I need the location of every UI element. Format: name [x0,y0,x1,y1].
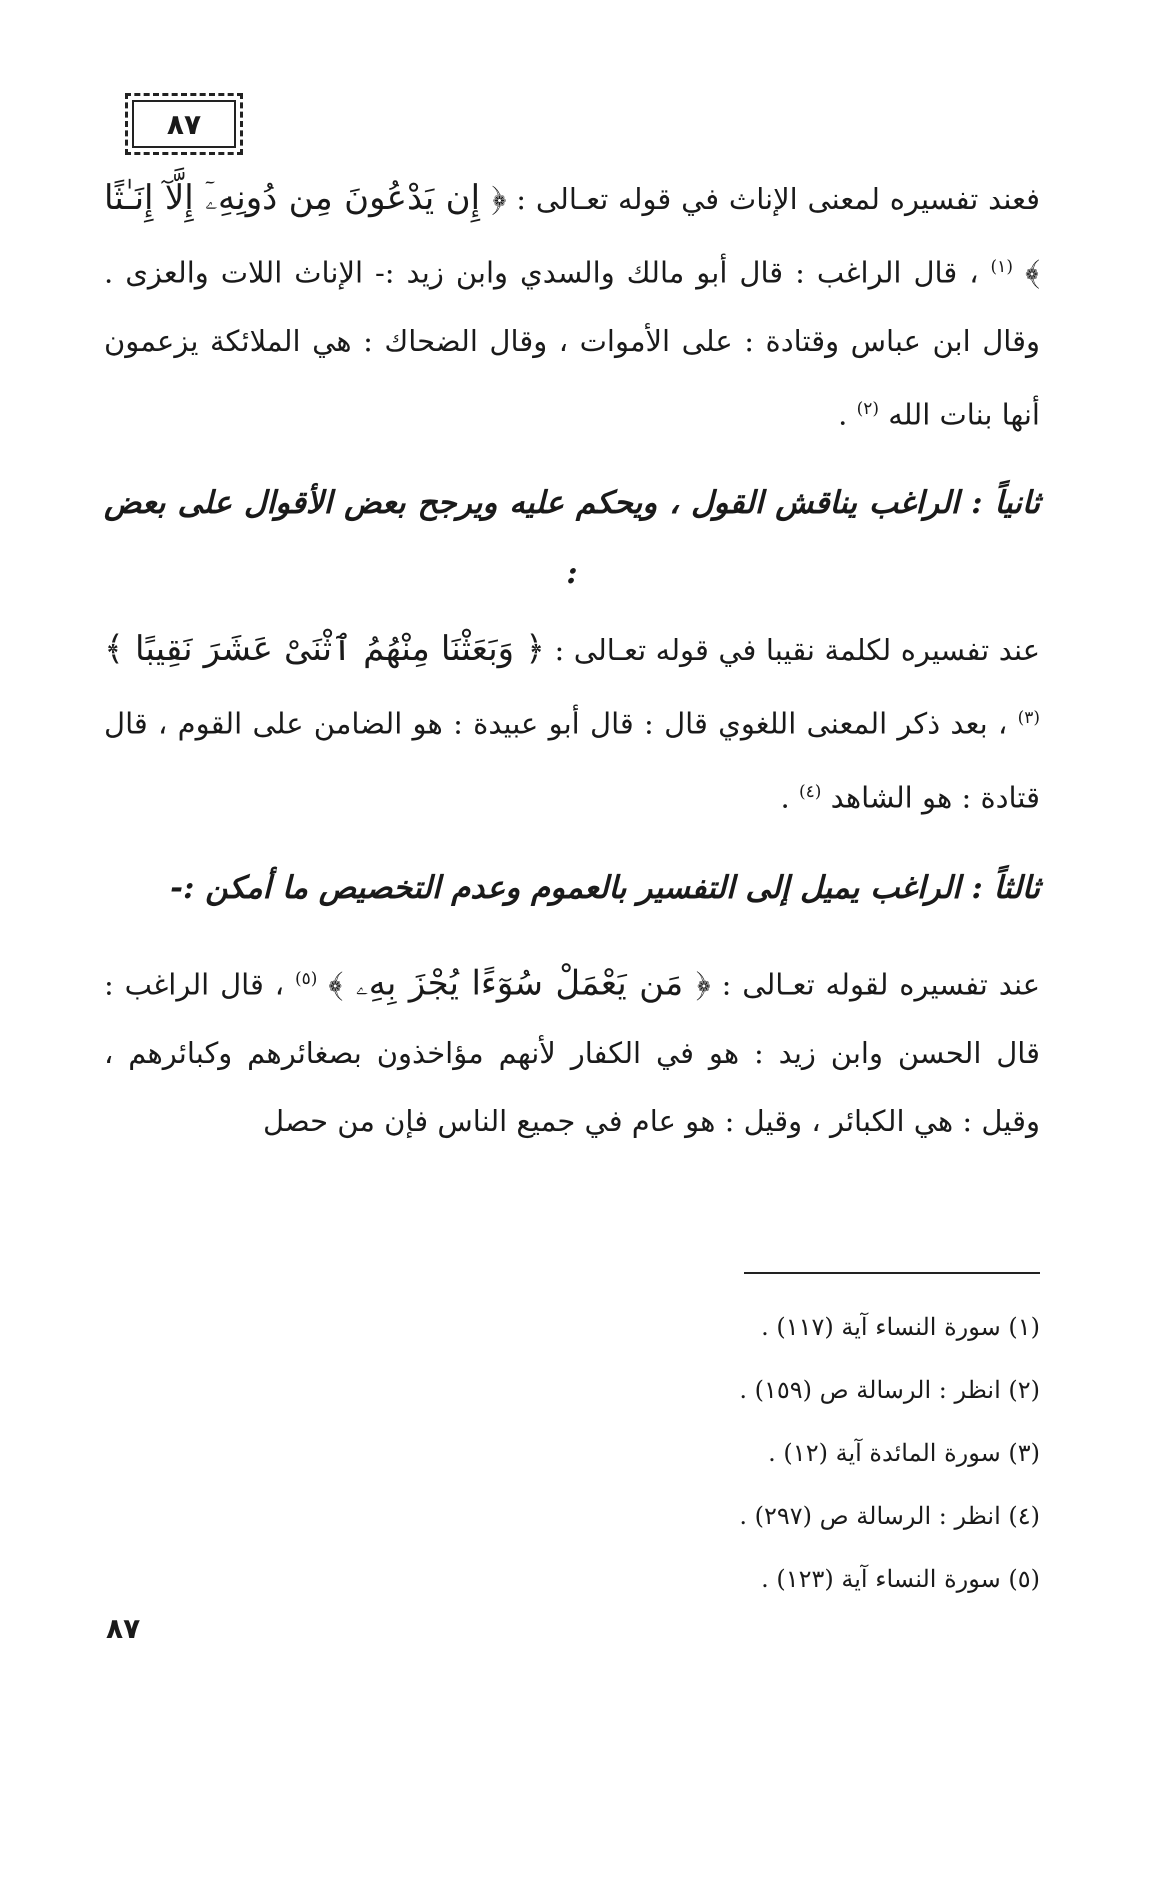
page-number-header [125,93,243,155]
quran-verse-1: ﴿ إِن يَدْعُونَ مِن دُونِهِۦٓ إِلَّآ إِنَـٰثًا ﴾ [104,178,1040,292]
paragraph-3-text-a: عند تفسيره لقوله تعـالى : [710,967,1041,1002]
paragraph-2 [104,615,1040,831]
footnote-5: (٥) سورة النساء آية (١٢٣) . [761,1565,1040,1593]
paragraph-2-text-b: ، بعد ذكر المعنى اللغوي قال : قال أبو عبيدة : هو الضامن على القوم ، قال قتادة : هو الشاهد [104,706,1040,815]
footnote-ref-2: (٢) [856,398,879,419]
footnote-1: (١) سورة النساء آية (١١٧) . [761,1313,1040,1341]
paragraph-3-text-b: ، قال الراغب : قال الحسن وابن زيد : هو في الكفار لأنهم مؤاخذون بصغائرهم وكبائرهم ، وقيل : هي الكبائر ، وقيل : هو عام في جميع الناس فإن من حصل [104,967,1040,1138]
paragraph-2-text-a: عند تفسيره لكلمة نقيبا في قوله تعـالى : [545,633,1040,667]
footnote-ref-3: (٣) [1017,708,1040,728]
paragraph-3 [104,945,1040,1155]
paragraph-1-text-c: . [838,397,857,432]
footnotes [600,1296,1040,1611]
footnote-ref-5: (٥) [294,969,318,989]
quran-verse-2: ﴿ وَبَعَثْنَا مِنْهُمُ ٱثْنَىْ عَشَرَ نَقِيبًا ﴾ [104,629,546,669]
page-number-footer: ٨٧ [106,1612,141,1645]
paragraph-2-text-c: . [780,780,799,815]
heading-second: ثانياً : الراغب يناقش القول ، ويحكم عليه ويرجح بعض الأقوال على بعض : [104,485,1040,591]
heading-third: ثالثاً : الراغب يميل إلى التفسير بالعموم وعدم التخصيص ما أمكن :- [170,870,1040,906]
quran-verse-3: ﴿ مَن يَعْمَلْ سُوٓءًا يُجْزَ بِهِۦ ﴾ [328,963,711,1004]
paragraph-1-text-a: فعند تفسيره لمعنى الإناث في قوله تعـالى : [506,182,1040,216]
page-number-header-text: ٨٧ [166,107,202,141]
footnote-ref-1: (١) [990,257,1013,277]
footnote-separator [744,1272,1040,1274]
footnote-3: (٣) سورة المائدة آية (١٢) . [768,1439,1040,1467]
footnote-2: (٢) انظر : الرسالة ص (١٥٩) . [739,1376,1040,1404]
paragraph-1 [104,164,1040,448]
footnote-ref-4: (٤) [798,781,822,802]
footnote-4: (٤) انظر : الرسالة ص (٢٩٧) . [739,1502,1040,1530]
paragraph-1-text-b: ، قال الراغب : قال أبو مالك والسدي وابن زيد :- الإناث اللات والعزى . وقال ابن عباس وقتادة : على الأموات ، وقال الضحاك : هي الملائكة يزعمون أنها بنات الله [104,255,1040,432]
